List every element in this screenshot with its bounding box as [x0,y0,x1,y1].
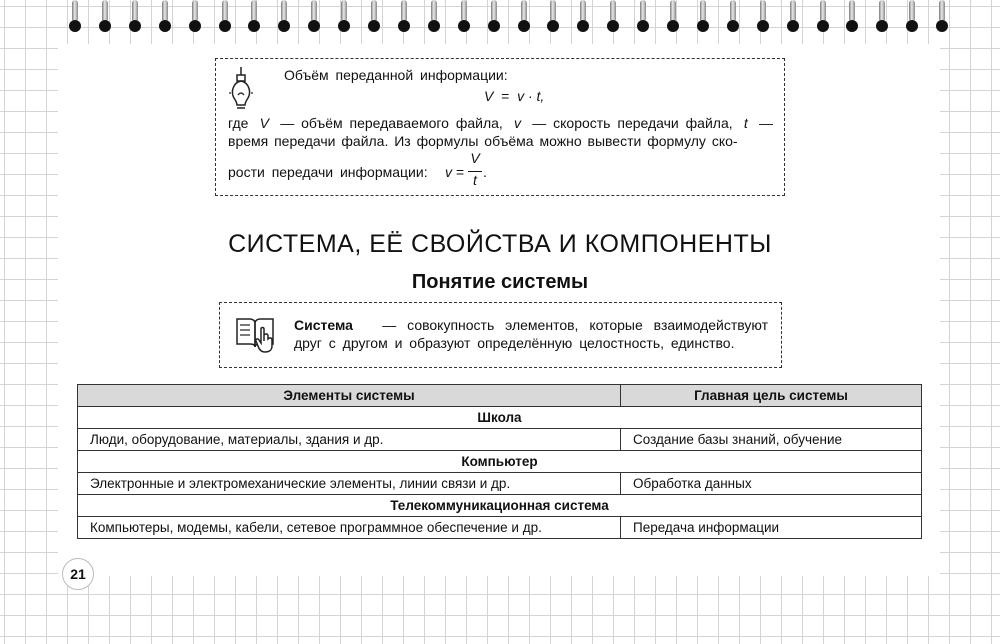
table-row [78,429,922,451]
binding-ring [755,0,771,36]
section-title: СИСТЕМА, ЕЁ СВОЙСТВА И КОМПОНЕНТЫ [228,230,772,258]
binding-ring [306,0,322,36]
definition-line-2: друг с другом и образуют определённую целостность, единство. [294,335,735,351]
frac-eq: = [456,164,465,180]
formula-main: V = v · t, [484,88,545,104]
binding-ring [366,0,382,36]
binding-ring [187,0,203,36]
formula-line-3: рости передачи информации: [228,164,428,180]
definition-line-1: Система — совокупность элементов, которые взаимодействуют [294,317,768,333]
binding-ring [127,0,143,36]
definition-box [219,302,782,368]
binding-ring [516,0,532,36]
binding-ring [665,0,681,36]
binding-ring [276,0,292,36]
binding-ring [545,0,561,36]
binding-ring [844,0,860,36]
binding-ring [904,0,920,36]
binding-ring [605,0,621,36]
header-goal: Главная цель системы [621,385,922,407]
elements-cell: Компьютеры, модемы, кабели, сетевое программное обеспечение и др. [78,517,621,539]
binding-ring [815,0,831,36]
group-name: Компьютер [78,451,922,473]
binding-ring [157,0,173,36]
formula-line-2: время передачи файла. Из формулы объёма можно вывести формулу ско- [228,133,738,149]
binding-ring [934,0,950,36]
book-pointer-icon [234,313,280,353]
table-group-row [78,495,922,517]
goal-cell: Передача информации [621,517,922,539]
binding-ring [426,0,442,36]
binding-ring [396,0,412,36]
binding-ring [695,0,711,36]
table-group-row [78,451,922,473]
formula-heading: Объём переданной информации: [284,67,508,83]
binding-ring [97,0,113,36]
binding-ring [635,0,651,36]
elements-cell: Электронные и электромеханические элементы, линии связи и др. [78,473,621,495]
binding-ring [336,0,352,36]
group-name: Школа [78,407,922,429]
binding-ring [725,0,741,36]
binding-ring [246,0,262,36]
binding-ring [486,0,502,36]
goal-cell: Обработка данных [621,473,922,495]
binding-ring [575,0,591,36]
binding-ring [874,0,890,36]
binding-ring [217,0,233,36]
table-header-row [78,385,922,407]
binding-ring [785,0,801,36]
frac-end: . [483,164,487,180]
formula-line-1: где V — объём передаваемого файла, v — скорость передачи файла, t — [228,115,773,131]
goal-cell: Создание базы знаний, обучение [621,429,922,451]
group-name: Телекоммуникационная система [78,495,922,517]
binding-ring [456,0,472,36]
header-elements: Элементы системы [78,385,621,407]
lightbulb-icon [228,67,254,111]
binding-ring [67,0,83,36]
definition-term: Система [294,317,353,333]
section-subtitle: Понятие системы [411,271,589,293]
table-row [78,517,922,539]
spiral-binding [0,0,1000,40]
frac-numerator: V [470,150,480,166]
system-table [77,384,922,539]
page-number: 21 [62,558,94,590]
elements-cell: Люди, оборудование, материалы, здания и др. [78,429,621,451]
table-group-row [78,407,922,429]
frac-v: v [445,164,452,180]
frac-denominator: t [473,172,477,188]
formula-box [215,58,785,196]
table-row [78,473,922,495]
